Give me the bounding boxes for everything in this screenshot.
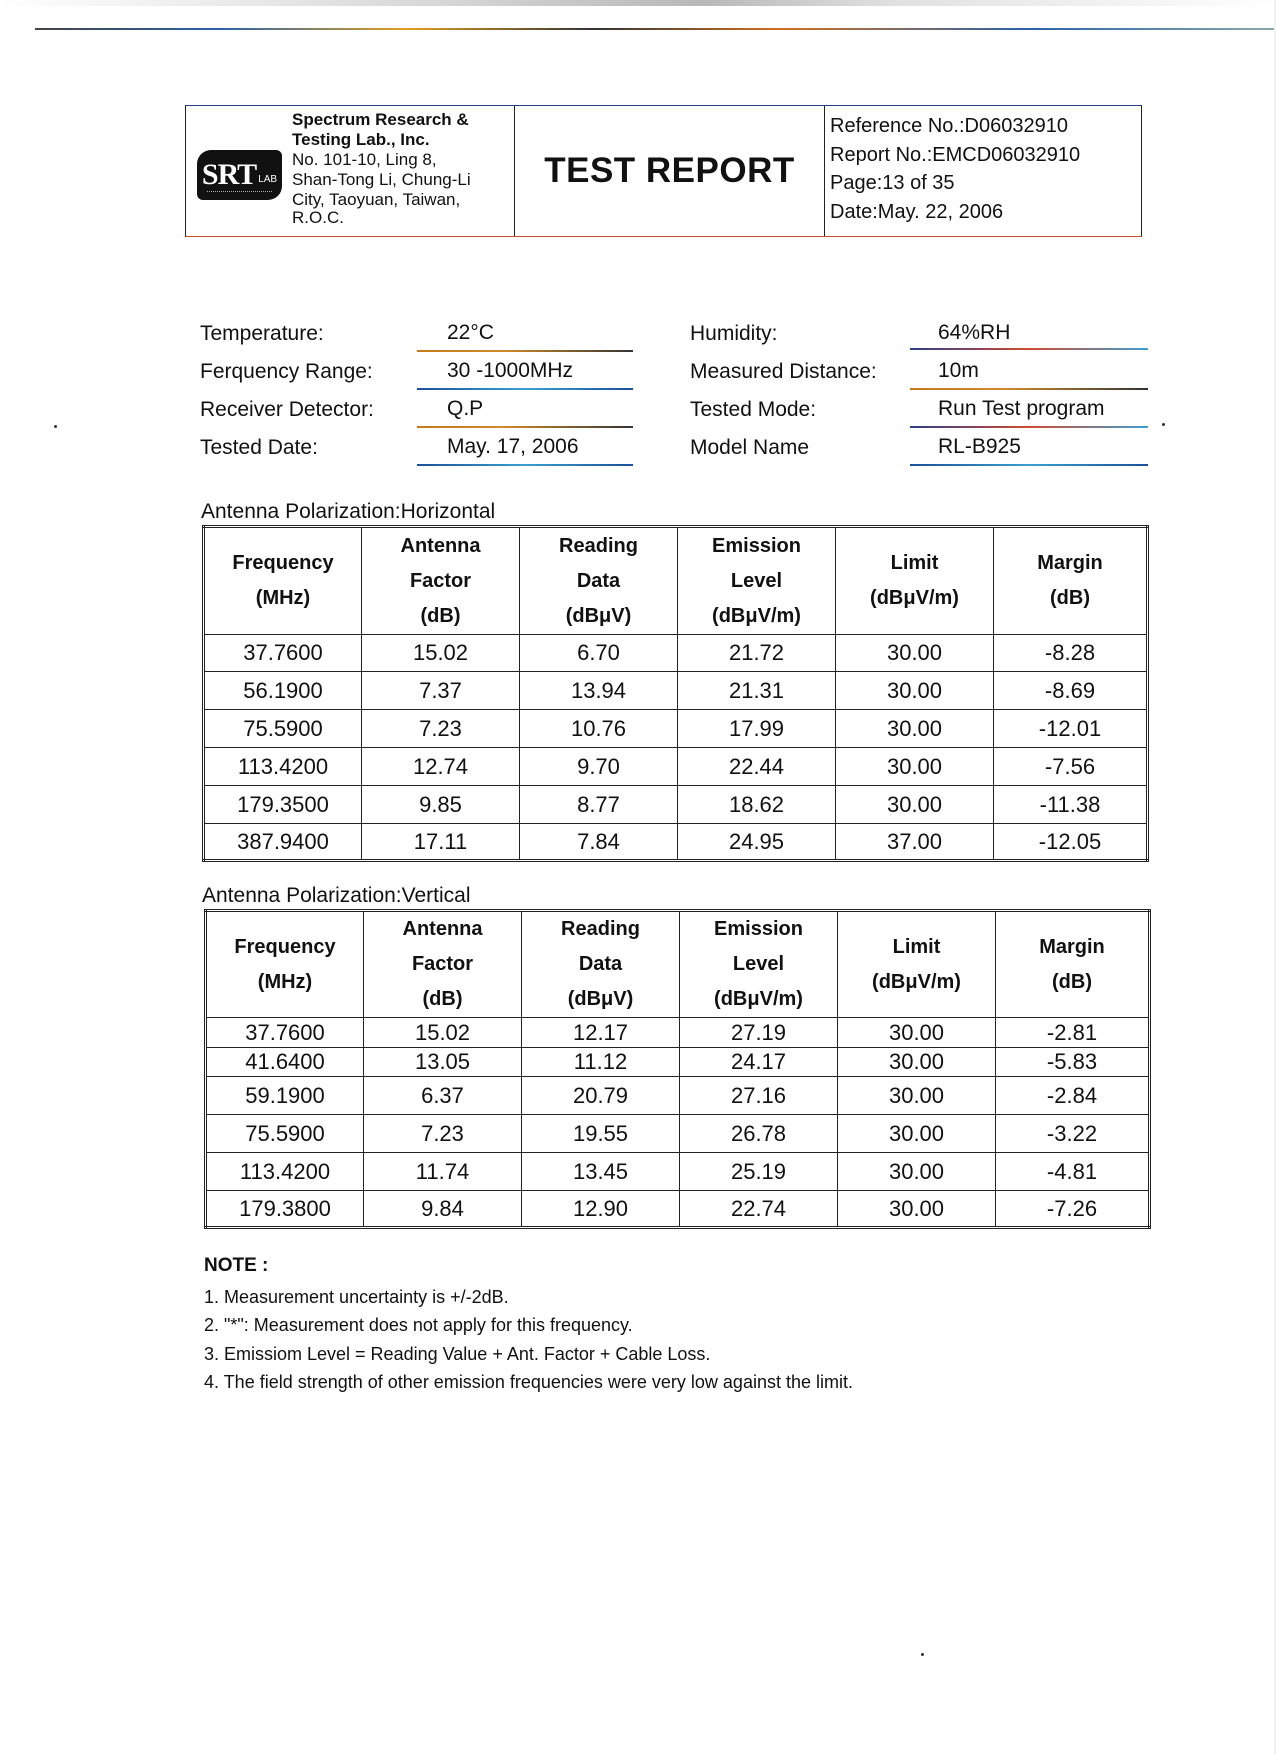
cell-frequency: 41.6400 [206,1048,364,1077]
report-number: Report No.:EMCD06032910 [830,143,1081,166]
column-header-line: Factor [409,569,472,592]
info-label: Temperature: [200,322,324,345]
company-address-line: City, Taoyuan, Taiwan, [292,190,461,209]
column-header-line: (MHz) [255,587,311,609]
cell-limit: 30.00 [838,1191,996,1228]
cell-reading-data: 7.84 [520,824,678,861]
cell-antenna-factor: 17.11 [362,824,520,861]
cell-reading-data: 10.76 [520,710,678,748]
cell-antenna-factor: 13.05 [364,1048,522,1077]
note-item: 1. Measurement uncertainty is +/-2dB. [204,1286,509,1307]
column-header-margin [996,911,1150,1018]
vertical-caption: Antenna Polarization:Vertical [202,884,471,907]
cell-margin: -7.56 [994,748,1148,786]
column-header-line: Emission [714,918,803,940]
column-header-emission-level [678,527,836,635]
horizontal-emission-table [202,525,1149,862]
company-address-line: R.O.C. [292,208,344,227]
column-header-line: Data [578,953,623,975]
scan-edge [0,0,1276,6]
column-header-line: (dBμV/m) [872,970,961,993]
column-header-line: Reading [559,534,638,557]
cell-antenna-factor: 11.74 [364,1153,522,1191]
logo-subtext: LAB [258,173,278,185]
cell-frequency: 37.7600 [206,1018,364,1048]
cell-frequency: 75.5900 [206,1115,364,1153]
cell-emission-level: 27.19 [680,1018,838,1048]
column-header-line: Antenna [402,918,483,940]
column-header-line: (MHz) [257,970,313,993]
cell-margin: -12.05 [994,824,1148,861]
report-title: TEST REPORT [544,151,795,190]
company-address-line: Shan-Tong Li, Chung-Li [292,170,471,189]
cell-frequency: 113.4200 [204,748,362,786]
vertical-emission-table [204,909,1151,1229]
column-header-line: (dBμV/m) [714,988,803,1010]
underline [417,464,633,466]
cell-margin: -8.69 [994,672,1148,710]
cell-antenna-factor: 15.02 [364,1018,522,1048]
cell-emission-level: 24.95 [678,824,836,861]
cell-reading-data: 11.12 [522,1048,680,1077]
notes-section [204,1252,853,1397]
table-row [206,1077,1150,1115]
column-header-line: Limit [892,935,941,958]
cell-margin: -2.84 [996,1077,1150,1115]
info-label: Measured Distance: [690,360,877,383]
info-label: Tested Mode: [690,398,817,421]
column-header-emission-level [680,911,838,1018]
company-name-line: Testing Lab., Inc. [292,130,430,149]
cell-reading-data: 8.77 [520,786,678,824]
table-body [206,1018,1150,1228]
column-header-frequency [204,527,362,635]
reference-block [825,106,1141,236]
cell-limit: 30.00 [838,1048,996,1077]
info-label: Model Name [690,436,810,459]
cell-frequency: 387.9400 [204,824,362,861]
info-label: Receiver Detector: [200,398,374,421]
cell-limit: 30.00 [838,1077,996,1115]
cell-emission-level: 27.16 [680,1077,838,1115]
column-header-reading-data [520,527,678,635]
column-header-line: (dBμV/m) [712,604,801,627]
cell-frequency: 59.1900 [206,1077,364,1115]
info-value: 30 -1000MHz [447,359,574,382]
cell-emission-level: 21.31 [678,672,836,710]
cell-margin: -3.22 [996,1115,1150,1153]
cell-antenna-factor: 7.23 [362,710,520,748]
cell-limit: 30.00 [836,748,994,786]
column-header-line: (dBμV) [565,604,632,627]
company-info [292,110,471,226]
column-header-line: Emission [712,534,801,557]
column-header-line: Level [732,953,785,975]
table-row [206,1153,1150,1191]
underline [417,388,633,390]
column-header-antenna-factor [362,527,520,635]
note-item: 4. The field strength of other emission frequencies were very low against the limit. [204,1372,853,1392]
notes-title: NOTE : [204,1255,269,1276]
info-value: Run Test program [938,397,1105,420]
title-block [515,106,825,236]
note-item: 3. Emissiom Level = Reading Value + Ant. Factor + Cable Loss. [204,1343,711,1364]
table-header-row [204,527,1148,635]
cell-margin: -4.81 [996,1153,1150,1191]
cell-frequency: 179.3500 [204,786,362,824]
cell-antenna-factor: 6.37 [364,1077,522,1115]
table-row [206,1048,1150,1077]
cell-limit: 30.00 [836,672,994,710]
info-label: Ferquency Range: [200,360,373,383]
column-header-line: Frequency [234,935,336,958]
info-value: RL-B925 [938,435,1021,458]
column-header-margin [994,527,1148,635]
cell-antenna-factor: 15.02 [362,635,520,672]
table-row [204,786,1148,824]
cell-limit: 30.00 [836,635,994,672]
info-label: Tested Date: [200,436,318,459]
column-header-line: (dB) [1050,587,1090,609]
cell-reading-data: 12.17 [522,1018,680,1048]
note-item: 2. "*": Measurement does not apply for this frequency. [204,1315,633,1335]
table-row [204,710,1148,748]
info-label: Humidity: [690,322,778,345]
cell-antenna-factor: 7.37 [362,672,520,710]
table-row [204,672,1148,710]
table-header-row [206,911,1150,1018]
cell-limit: 37.00 [836,824,994,861]
column-header-reading-data [522,911,680,1018]
cell-limit: 30.00 [836,710,994,748]
cell-limit: 30.00 [838,1115,996,1153]
horizontal-caption: Antenna Polarization:Horizontal [201,500,496,523]
column-header-line: Margin [1039,935,1105,958]
cell-reading-data: 19.55 [522,1115,680,1153]
report-header [185,105,1142,237]
column-header-line: Margin [1037,552,1103,574]
column-header-limit [836,527,994,635]
scan-speck [921,1653,924,1656]
cell-emission-level: 22.44 [678,748,836,786]
column-header-line: Factor [411,953,474,975]
cell-limit: 30.00 [838,1153,996,1191]
cell-emission-level: 18.62 [678,786,836,824]
table-row [204,748,1148,786]
column-header-line: Frequency [232,552,334,574]
cell-emission-level: 22.74 [680,1191,838,1228]
cell-reading-data: 12.90 [522,1191,680,1228]
column-header-line: (dBμV) [567,988,634,1010]
column-header-line: Limit [890,552,939,574]
table-row [206,1191,1150,1228]
company-name-line: Spectrum Research & [292,110,469,129]
cell-margin: -2.81 [996,1018,1150,1048]
underline [910,464,1148,466]
cell-reading-data: 13.94 [520,672,678,710]
column-header-line: Level [730,569,783,592]
underline [910,426,1148,428]
report-date: Date:May. 22, 2006 [830,200,1004,223]
cell-frequency: 113.4200 [206,1153,364,1191]
cell-frequency: 56.1900 [204,672,362,710]
column-header-line: Reading [561,918,640,940]
cell-margin: -5.83 [996,1048,1150,1077]
logo-decoration [207,191,272,194]
cell-antenna-factor: 9.84 [364,1191,522,1228]
column-header-line: Data [576,569,621,592]
top-rule [35,28,1275,30]
info-value: May. 17, 2006 [447,435,579,458]
reference-number: Reference No.:D06032910 [830,115,1068,137]
info-value: 10m [938,359,979,382]
column-header-limit [838,911,996,1018]
company-block [186,106,515,236]
column-header-line: (dB) [422,988,463,1010]
cell-margin: -11.38 [994,786,1148,824]
srt-logo [197,150,282,200]
underline [910,388,1148,390]
column-header-line: (dB) [420,604,461,627]
cell-limit: 30.00 [836,786,994,824]
cell-margin: -7.26 [996,1191,1150,1228]
table-row [204,824,1148,861]
info-value: 22°C [447,321,494,344]
table-body [204,635,1148,861]
column-header-line: (dBμV/m) [870,587,959,609]
cell-limit: 30.00 [838,1018,996,1048]
cell-frequency: 75.5900 [204,710,362,748]
cell-emission-level: 17.99 [678,710,836,748]
cell-reading-data: 6.70 [520,635,678,672]
underline [910,348,1148,350]
cell-frequency: 37.7600 [204,635,362,672]
column-header-antenna-factor [364,911,522,1018]
cell-emission-level: 25.19 [680,1153,838,1191]
table-row [206,1018,1150,1048]
info-value: Q.P [447,397,484,420]
company-address-line: No. 101-10, Ling 8, [292,150,437,169]
cell-antenna-factor: 9.85 [362,786,520,824]
cell-margin: -12.01 [994,710,1148,748]
cell-emission-level: 21.72 [678,635,836,672]
table-row [206,1115,1150,1153]
cell-antenna-factor: 7.23 [364,1115,522,1153]
cell-antenna-factor: 12.74 [362,748,520,786]
cell-frequency: 179.3800 [206,1191,364,1228]
cell-emission-level: 26.78 [680,1115,838,1153]
table-row [204,635,1148,672]
cell-emission-level: 24.17 [680,1048,838,1077]
cell-margin: -8.28 [994,635,1148,672]
column-header-line: (dB) [1052,970,1092,993]
underline [417,350,633,352]
column-header-line: Antenna [400,534,481,557]
logo-text: SRT [201,158,257,191]
info-value: 64%RH [938,321,1011,344]
underline [417,426,633,428]
cell-reading-data: 9.70 [520,748,678,786]
cell-reading-data: 13.45 [522,1153,680,1191]
scan-speck [1162,423,1165,426]
cell-reading-data: 20.79 [522,1077,680,1115]
page-number: Page:13 of 35 [830,172,955,194]
column-header-frequency [206,911,364,1018]
scan-speck [54,425,57,428]
